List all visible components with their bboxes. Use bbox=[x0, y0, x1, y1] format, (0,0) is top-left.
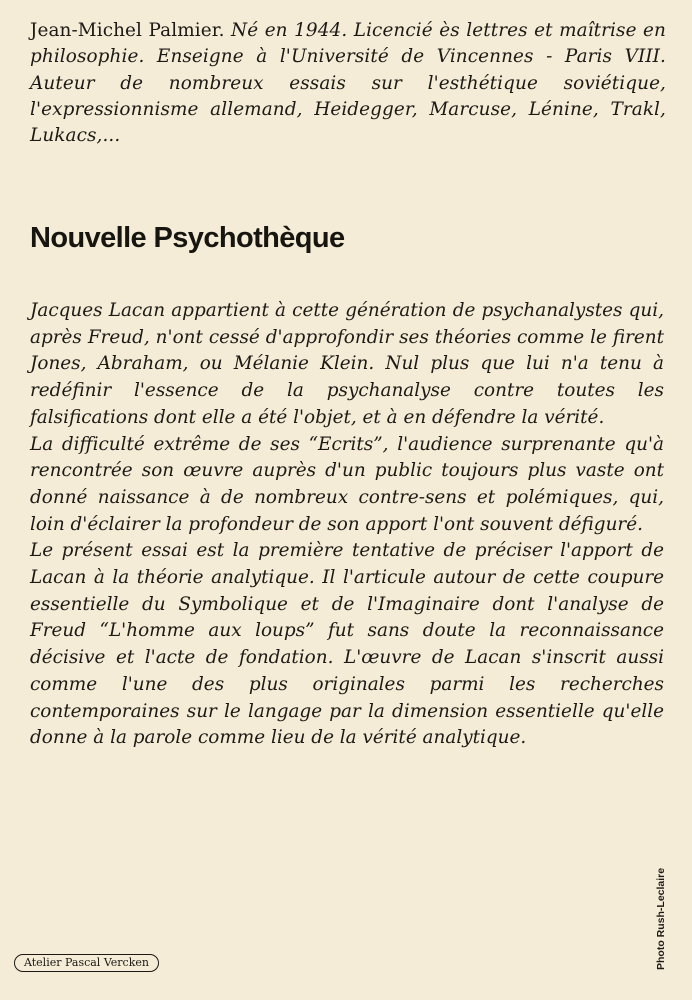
author-bio bbox=[30, 18, 666, 149]
photo-credit: Photo Rush-Leclaire bbox=[655, 867, 667, 970]
author-details: Né en 1944. Licencié ès lettres et maîtrise en philosophie. Enseigne à l'Université de Vincennes - Paris VIII. Auteur de nombreux essais sur l'esthétique soviétique, l'expressionnisme allemand, Heidegger, Marcuse, Lénine, Trakl, Lukacs,... bbox=[30, 20, 666, 147]
author-name: Jean-Michel Palmier. bbox=[30, 20, 225, 41]
blurb-paragraph: Jacques Lacan appartient à cette génération de psychanalystes qui, après Freud, n'ont cessé d'approfondir ses théories comme le firent Jones, Abraham, ou Mélanie Klein. Nul plus que lui n'a tenu à redéfinir l'essence de la psychanalyse contre toutes les falsifications dont elle a été l'objet, et à en défendre la vérité. bbox=[30, 300, 664, 428]
series-title: Nouvelle Psychothèque bbox=[30, 222, 345, 254]
blurb-paragraph: Le présent essai est la première tentative de préciser l'apport de Lacan à la théorie analytique. Il l'articule autour de cette coupure essentielle du Symbolique et de l'Imaginaire dont l'analyse de Freud “L'homme aux loups” fut sans doute la reconnaissance décisive et l'acte de fondation. L'œuvre de Lacan s'inscrit aussi comme l'une des plus originales parmi les recherches contemporaines sur le langage par la dimension essentielle qu'elle donne à la parole comme lieu de la vérité analytique. bbox=[30, 540, 664, 749]
designer-credit: Atelier Pascal Vercken bbox=[14, 954, 159, 972]
book-blurb bbox=[30, 298, 664, 752]
blurb-paragraph: La difficulté extrême de ses “Ecrits”, l'audience surprenante qu'à rencontrée son œuvre auprès d'un public toujours plus vaste ont donné naissance à de nombreux contre-sens et polémiques, qui, loin d'éclairer la profondeur de son apport l'ont souvent défiguré. bbox=[30, 433, 664, 535]
